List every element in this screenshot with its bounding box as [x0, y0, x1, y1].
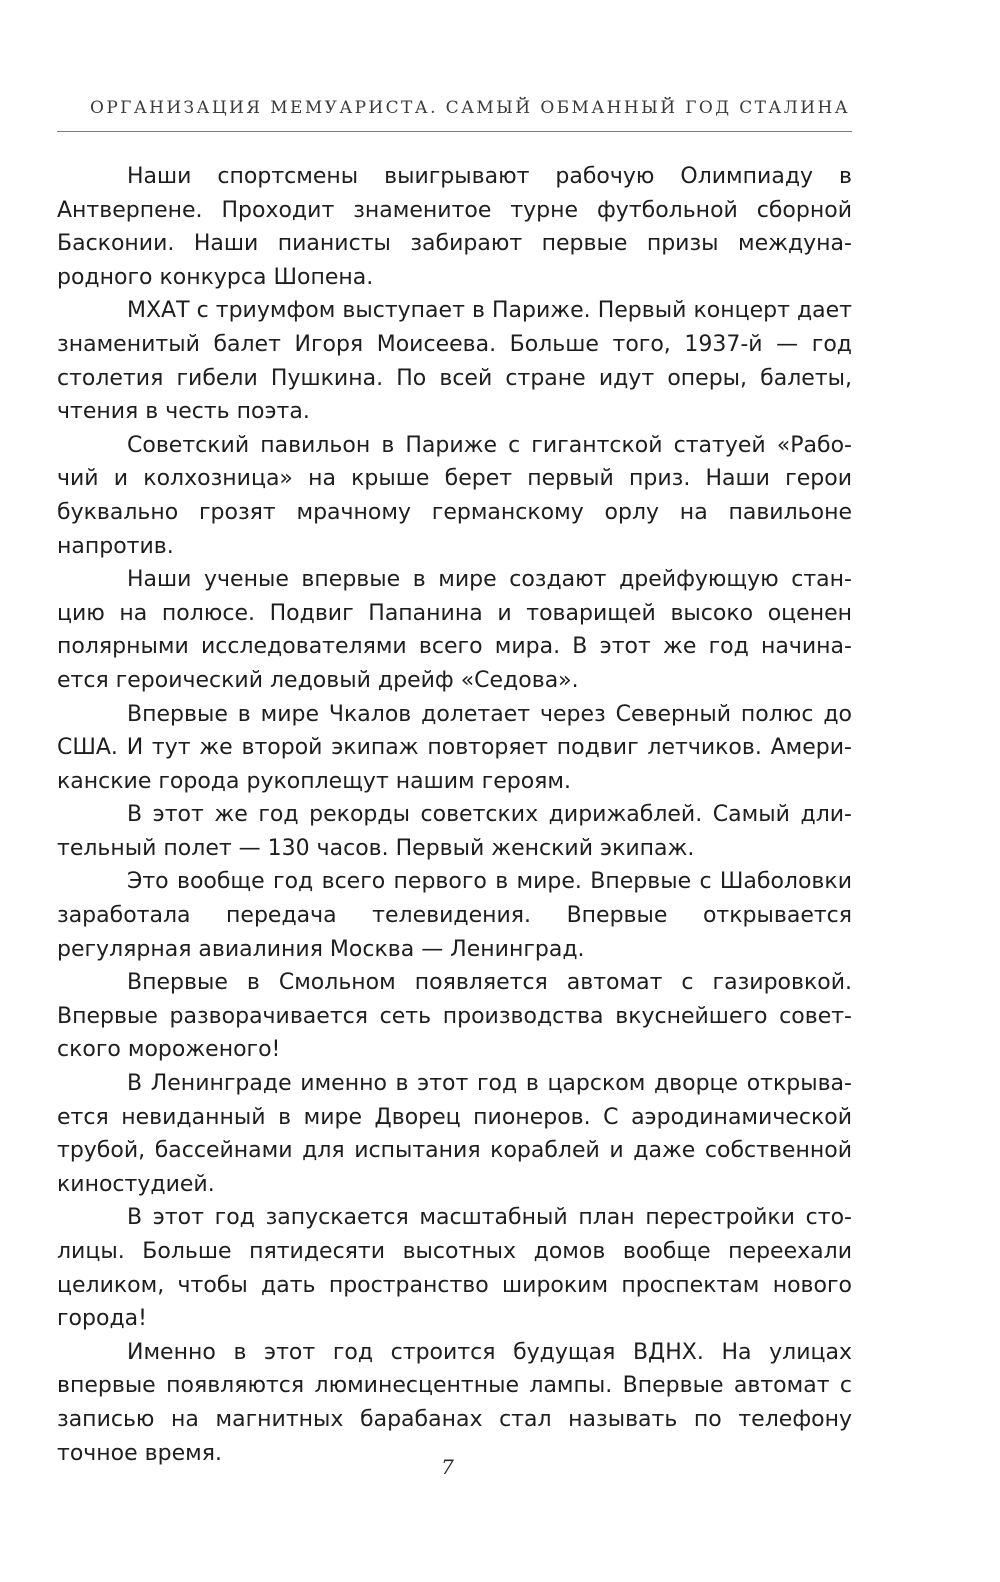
paragraph: В Ленинграде именно в этот год в царском дворце открывается невиданный в мире Дворец пионеров. С аэродинамической трубой, бассейнами для испытания кораблей и даже собственной киностудией. — [57, 1071, 852, 1197]
paragraph: Советский павильон в Париже с гигантской статуей «Рабочий и колхозница» на крыше берет первый приз. Наши герои буквально грозят мрачному германскому орлу на павильоне напротив. — [57, 432, 852, 559]
body-text — [57, 160, 852, 1470]
paragraph: Это вообще год всего первого в мире. Впервые с Шаболовки заработала передача телевидения. Впервые открывается регулярная авиалиния Москва — Ленинград. — [57, 869, 852, 962]
paragraph: В этот же год рекорды советских дирижаблей. Самый длительный полет — 130 часов. Первый женский экипаж. — [57, 802, 852, 861]
paragraph: Наши ученые впервые в мире создают дрейфующую станцию на полюсе. Подвиг Папанина и товарищей высоко оценен полярными исследователями всего мира. В этот же год начинается героический ледовый дрейф «Седова». — [57, 567, 852, 693]
paragraph: Впервые в мире Чкалов долетает через Северный полюс до США. И тут же второй экипаж повторяет подвиг летчиков. Американские города рукоплещут нашим героям. — [57, 701, 852, 794]
paragraph: Впервые в Смольном появляется автомат с газировкой. Впервые разворачивается сеть производства вкуснейшего советского мороженого! — [57, 970, 852, 1063]
paragraph: Именно в этот год строится будущая ВДНХ. На улицах впервые появляются люминесцентные лампы. Впервые автомат с записью на магнитных барабанах стал называть по телефону точное время. — [57, 1339, 852, 1466]
paragraph: Наши спортсмены выигрывают рабочую Олимпиаду в Антверпене. Проходит знаменитое турне футбольной сборной Басконии. Наши пианисты забирают первые призы международного конкурса Шопена. — [57, 164, 852, 290]
paragraph: МХАТ с триумфом выступает в Париже. Первый концерт дает знаменитый балет Игоря Моисеева. Больше того, 1937-й — год столетия гибели Пушкина. По всей стране идут оперы, балеты, чтения в честь поэта. — [57, 298, 852, 425]
paragraph: В этот год запускается масштабный план перестройки столицы. Больше пятидесяти высотных домов вообще переехали целиком, чтобы дать пространство широким проспектам нового города! — [57, 1205, 852, 1332]
running-header: ОРГАНИЗАЦИЯ МЕМУАРИСТА. САМЫЙ ОБМАННЫЙ ГОД СТАЛИНА — [90, 98, 850, 118]
header-divider — [57, 131, 852, 132]
page-number: 7 — [441, 1455, 454, 1479]
